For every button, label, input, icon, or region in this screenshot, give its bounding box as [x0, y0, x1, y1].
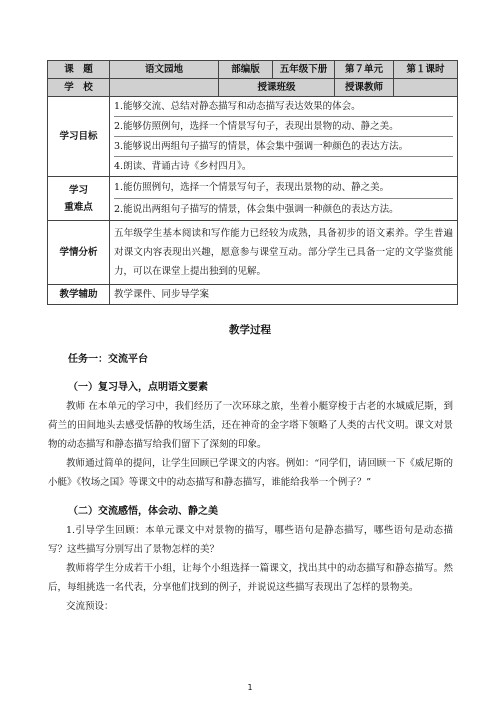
school-value	[110, 79, 219, 97]
goals-list	[110, 97, 458, 177]
goal-item: 2.能够仿照例句，选择一个情景写句子，表现出景物的动、静之美。	[114, 117, 453, 137]
goal-item: 3.能够说出两组句子描写的情景，体会集中强调一种颜色的表达方法。	[114, 137, 453, 157]
goals-row	[48, 97, 458, 177]
focus-item: 2.能说出两组句子描写的情景，体会集中强调一种颜色的表达方法。	[114, 204, 399, 215]
analysis-row	[48, 221, 458, 285]
process-title: 教学过程	[229, 324, 271, 336]
aids-label: 教学辅助	[48, 285, 110, 305]
goals-label: 学习目标	[48, 97, 110, 177]
paragraph-3: 1.引导学生回顾：本单元课文中对景物的描写，哪些语句是静态描写，哪些语句是动态描写？这些描写分别写出了景物怎样的美？	[48, 525, 453, 555]
school-label: 学 校	[48, 79, 110, 97]
teacher-label: 授课教师	[335, 79, 394, 97]
analysis-text: 五年级学生基本阅读和写作能力已经较为成熟，具备初步的语文素养。学生普遍对课文内容表现出兴趣，愿意参与课堂互动。部分学生已具备一定的文学鉴赏能力，可以在课堂上提出独到的见解。	[110, 221, 458, 285]
class-label: 授课班级	[219, 79, 335, 97]
topic-label: 课 题	[48, 61, 110, 79]
grade-cell: 五年级下册	[273, 61, 335, 79]
teacher-value	[394, 79, 458, 97]
unit-cell: 第７单元	[335, 61, 394, 79]
paragraph-5: 交流预设：	[66, 601, 114, 612]
school-row	[48, 79, 458, 97]
focus-label-line2: 重难点	[64, 201, 93, 213]
goal-item: 1.能够交流、总结对静态描写和动态描写表达效果的体会。	[114, 97, 453, 117]
focus-label-line1: 学习	[68, 184, 88, 196]
lesson-cell: 第１课时	[394, 61, 458, 79]
lesson-plan-table	[47, 60, 458, 305]
header-row	[48, 61, 458, 79]
focus-item: 1.能仿照例句，选择一个情景写句子，表现出景物的动、静之美。	[114, 177, 453, 199]
subject-cell: 语文园地	[110, 61, 219, 79]
paragraph-2: 教师通过简单的提问，让学生回顾已学课文的内容。例如：“同学们，请回顾一下《威尼斯的小艇》《牧场之国》等课文中的动态描写和静态描写，谁能给我举一个例子？”	[48, 458, 453, 488]
focus-list	[110, 177, 458, 221]
aids-text: 教学课件、同步导学案	[110, 285, 458, 305]
task-heading: 任务一：交流平台	[68, 354, 148, 365]
section-heading-2: （二）交流感悟，体会动、静之美	[68, 506, 218, 517]
analysis-label: 学情分析	[48, 221, 110, 285]
goal-item: 4.朗读、背诵古诗《乡村四月》。	[114, 161, 252, 172]
edition-cell: 部编版	[219, 61, 273, 79]
paragraph-4: 教师将学生分成若干小组，让每个小组选择一篇课文，找出其中的动态描写和静态描写。然后，每组挑选一名代表，分享他们找到的例子，并说说这些描写表现出了怎样的景物美。	[48, 563, 453, 593]
section-heading-1: （一）复习导入，点明语文要素	[68, 382, 208, 393]
aids-row	[48, 285, 458, 305]
paragraph-1: 教师 在本单元的学习中，我们经历了一次环球之旅，坐着小艇穿梭于古老的水城威尼斯，到荷兰的田间地头去感受恬静的牧场生活，还在神奇的金字塔下领略了人类的古代文明。课文对景物的动态描写和静态描写给我们留下了深刻的印象。	[48, 401, 453, 450]
focus-label	[48, 177, 110, 221]
focus-row	[48, 177, 458, 221]
page-number: 1	[247, 683, 253, 692]
